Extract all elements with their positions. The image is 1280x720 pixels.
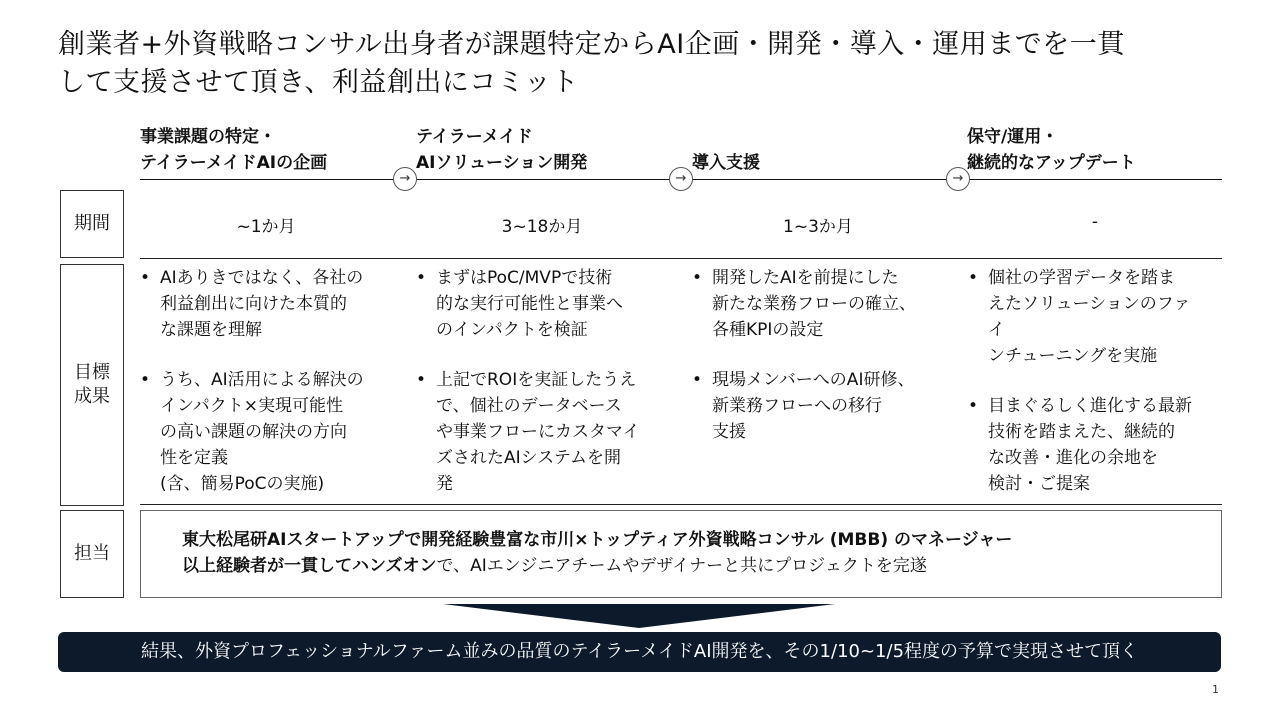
bullet-line: えたソリューションのファイ bbox=[988, 294, 1191, 340]
bullet-line: 上記でROIを実証したうえ bbox=[436, 370, 637, 390]
bullet-line: ズされたAIシステムを開 bbox=[436, 448, 621, 468]
bullet-item bbox=[138, 367, 378, 497]
bullet-icon: • bbox=[140, 268, 151, 288]
bullet-item bbox=[966, 265, 1206, 369]
row-label-text: 期間 bbox=[74, 213, 110, 234]
bullet-line: うち、AI活用による解決の bbox=[160, 370, 364, 390]
page-number: 1 bbox=[1212, 683, 1219, 696]
period-development: 3~18か月 bbox=[501, 217, 583, 237]
bullet-line: 新たな業務フローの確立、 bbox=[712, 294, 916, 314]
bullet-line: インパクト×実現可能性 bbox=[160, 396, 344, 416]
bullet-icon: • bbox=[968, 396, 979, 416]
row-label-text: 成果 bbox=[74, 386, 110, 407]
bullet-icon: • bbox=[416, 370, 427, 390]
bullet-line: な改善・進化の余地を bbox=[988, 448, 1158, 468]
bullet-line: 目まぐるしく進化する最新 bbox=[988, 396, 1192, 416]
conclusion-banner: 結果、外資プロフェッショナルファーム並みの品質のテイラーメイドAI開発を、その1/10~1/5程度の予算で実現させて頂く bbox=[58, 632, 1221, 672]
phase-header-development bbox=[416, 124, 587, 176]
bullet-line: 現場メンバーへのAI研修、 bbox=[712, 370, 915, 390]
bullet-line: 発 bbox=[436, 474, 453, 494]
bullet-line: のインパクトを検証 bbox=[436, 320, 588, 340]
bullet-line: AIありきではなく、各社の bbox=[160, 268, 364, 288]
phase-header-planning bbox=[140, 124, 327, 176]
bullet-line: な課題を理解 bbox=[160, 320, 262, 340]
bullet-icon: • bbox=[968, 268, 979, 288]
row-label-text: 担当 bbox=[74, 543, 110, 564]
phase-header-line: 事業課題の特定・ bbox=[140, 127, 276, 147]
phase-header-maintenance bbox=[967, 124, 1136, 176]
bullet-line: 支援 bbox=[712, 422, 746, 442]
outcome-column-development bbox=[414, 265, 654, 521]
row-label-text: 目標 bbox=[74, 362, 110, 383]
bullet-line: や事業フローにカスタマイ bbox=[436, 422, 640, 442]
bullet-line: まずはPoC/MVPで技術 bbox=[436, 268, 613, 288]
bullet-line: 各種KPIの設定 bbox=[712, 320, 824, 340]
bullet-icon: • bbox=[692, 268, 703, 288]
phase-header-line: 保守/運用・ bbox=[967, 127, 1059, 147]
phase-header-line: AIソリューション開発 bbox=[416, 153, 588, 173]
title-line-2: して支援させて頂き、利益創出にコミット bbox=[58, 67, 579, 98]
slide-title bbox=[58, 26, 1238, 102]
outcome-column-maintenance bbox=[966, 265, 1206, 521]
arrow-right-icon: → bbox=[669, 167, 693, 191]
bullet-line: の高い課題の解決の方向 bbox=[160, 422, 347, 442]
bullet-line: 的な実行可能性と事業へ bbox=[436, 294, 623, 314]
phase-header-deployment bbox=[692, 124, 760, 176]
period-deployment: 1~3か月 bbox=[783, 217, 853, 237]
row-label-owner bbox=[60, 510, 124, 598]
period-maintenance: - bbox=[1091, 212, 1099, 232]
outcome-column-planning bbox=[138, 265, 378, 521]
bullet-line: 開発したAIを前提にした bbox=[712, 268, 899, 288]
bullet-item bbox=[690, 367, 930, 445]
bullet-icon: • bbox=[416, 268, 427, 288]
bullet-icon: • bbox=[140, 370, 151, 390]
bullet-line: 検討・ご提案 bbox=[988, 474, 1090, 494]
row-separator bbox=[140, 258, 1222, 259]
bullet-item bbox=[690, 265, 930, 343]
owner-line-2: で、AIエンジニアチームやデザイナーと共にプロジェクトを完遂 bbox=[436, 556, 927, 576]
bullet-line: 性を定義 bbox=[160, 448, 228, 468]
arrow-right-icon: → bbox=[393, 167, 417, 191]
period-planning: ~1か月 bbox=[236, 217, 296, 237]
owner-line-1: 東大松尾研AIスタートアップで開発経験豊富な市川×トップティア外資戦略コンサル (MBB) のマネージャー bbox=[182, 530, 1013, 550]
bullet-icon: • bbox=[692, 370, 703, 390]
title-line-1: 創業者+外資戦略コンサル出身者が課題特定からAI企画・開発・導入・運用までを一貫 bbox=[58, 29, 1125, 60]
outcome-column-deployment bbox=[690, 265, 930, 469]
bullet-line: (含、簡易PoCの実施) bbox=[160, 474, 325, 494]
bullet-item bbox=[414, 367, 654, 497]
bullet-line: 利益創出に向けた本質的 bbox=[160, 294, 347, 314]
owner-description bbox=[182, 527, 1012, 579]
chevron-down-shape bbox=[443, 604, 835, 628]
bullet-line: ンチューニングを実施 bbox=[988, 346, 1158, 366]
phase-header-line: テイラーメイドAIの企画 bbox=[140, 153, 328, 173]
phase-header-line: 継続的なアップデート bbox=[967, 153, 1136, 173]
phase-header-line: 導入支援 bbox=[692, 153, 760, 173]
phase-header-line bbox=[692, 124, 760, 150]
phase-header-line: テイラーメイド bbox=[416, 127, 533, 147]
bullet-item bbox=[966, 393, 1206, 497]
bullet-item bbox=[414, 265, 654, 343]
row-label-outcome bbox=[60, 264, 124, 506]
bullet-line: で、個社のデータベース bbox=[436, 396, 622, 416]
bullet-line: 技術を踏まえた、継続的 bbox=[988, 422, 1175, 442]
bullet-line: 新業務フローへの移行 bbox=[712, 396, 882, 416]
bullet-line: 個社の学習データを踏ま bbox=[988, 268, 1175, 288]
bullet-item bbox=[138, 265, 378, 343]
owner-line-2-emphasis: 以上経験者が一貫してハンズオン bbox=[182, 556, 437, 576]
row-label-period bbox=[60, 190, 124, 258]
arrow-right-icon: → bbox=[946, 167, 970, 191]
